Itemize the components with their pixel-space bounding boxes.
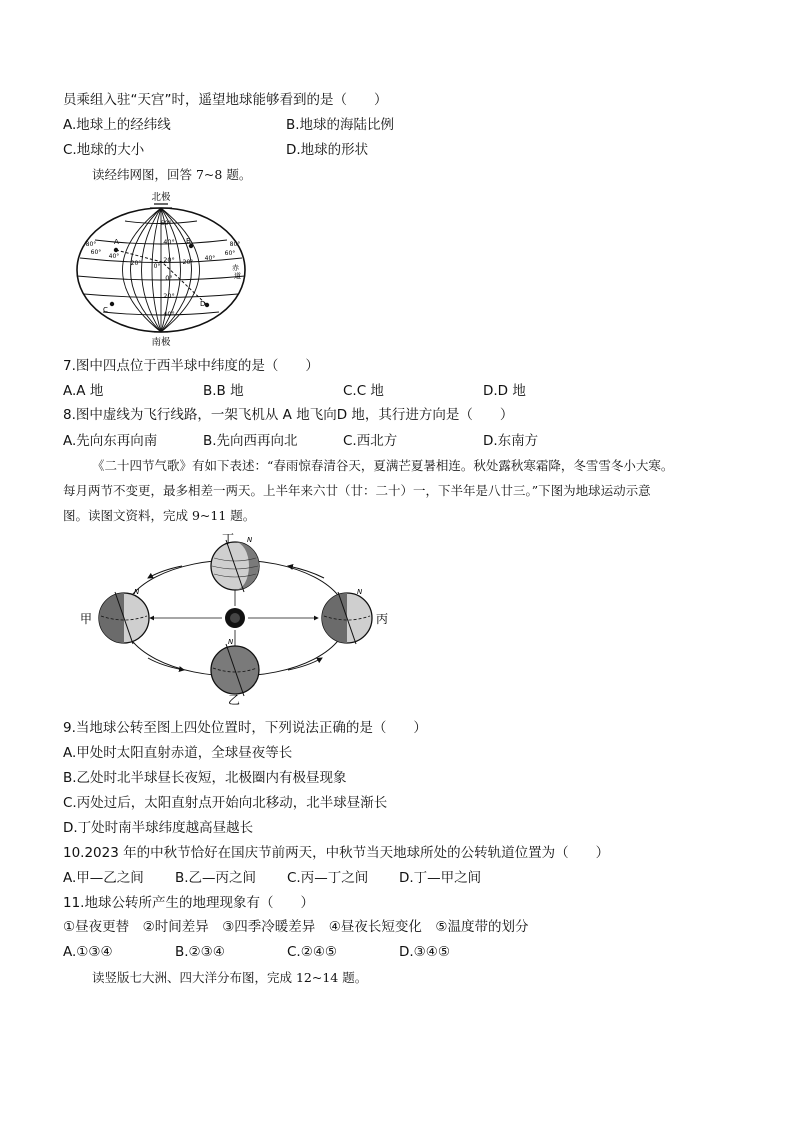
lat-label: 20° (163, 256, 175, 264)
q11-option-c: C.②④⑤ (287, 944, 338, 960)
q6-option-c: C.地球的大小 (63, 142, 145, 158)
label-yi: 乙 (228, 693, 241, 707)
q6-option-d: D.地球的形状 (286, 142, 369, 158)
earth-orbit-figure (62, 530, 412, 708)
q7-option-c: C.C 地 (343, 383, 384, 399)
lon-label: 0° (153, 263, 161, 270)
q10-option-c: C.丙—丁之间 (287, 870, 369, 886)
intro-12-14: 读竖版七大洲、四大洋分布图，完成 12~14 题。 (92, 970, 368, 985)
lat-label: 20° (163, 292, 175, 300)
point-a-label: A (114, 238, 119, 246)
south-pole-label: 南极 (151, 337, 171, 348)
q8-option-d: D.东南方 (483, 433, 539, 449)
north-pole-label: 北极 (151, 192, 171, 203)
passage-line-1: 《二十四节气歌》有如下表述：“春雨惊春清谷天，夏满芒夏暑相连。秋处露秋寒霜降，冬雪雪冬小大寒。 (92, 458, 674, 473)
intro-7-8: 读经纬网图，回答 7~8 题。 (92, 167, 252, 182)
q11-option-a: A.①③④ (63, 944, 113, 960)
label-bing: 丙 (376, 612, 389, 626)
n-label: N (228, 638, 234, 646)
q9-option-d: D.丁处时南半球纬度越高昼越长 (63, 820, 254, 836)
lon-label: 40° (204, 255, 216, 262)
q8-option-b: B.先向西再向北 (203, 433, 298, 449)
q8-option-a: A.先向东再向南 (63, 433, 158, 449)
earth-ding (211, 540, 259, 592)
q7-option-b: B.B 地 (203, 383, 244, 399)
q7-option-d: D.D 地 (483, 383, 526, 399)
q11-option-b: B.②③④ (175, 944, 225, 960)
q10-option-b: B.乙—丙之间 (175, 870, 257, 886)
lat-label: 40° (163, 238, 175, 246)
lon-label: 80° (229, 241, 241, 248)
q9-option-c: C.丙处过后，太阳直射点开始向北移动，北半球昼渐长 (63, 795, 388, 811)
point-d (205, 303, 209, 307)
q7-stem: 7.图中四点位于西半球中纬度的是（ ） (63, 358, 319, 374)
lat-label: 60° (160, 219, 172, 227)
passage-line-2: 每月两节不变更，最多相差一两天。上半年来六廿（廿：二十）一，下半年是八廿三。”下图为地球运动示意 (63, 483, 651, 498)
earth-jia (99, 592, 149, 644)
point-c-label: C (103, 306, 108, 314)
q7-option-a: A.A 地 (63, 383, 104, 399)
earth-yi (211, 644, 259, 696)
q6-option-b: B.地球的海陆比例 (286, 117, 395, 133)
lat-label: 0° (165, 274, 173, 282)
point-c (110, 302, 114, 306)
q9-stem: 9.当地球公转至图上四处位置时，下列说法正确的是（ ） (63, 720, 427, 736)
lon-label: 80° (85, 241, 97, 248)
q8-option-c: C.西北方 (343, 433, 398, 449)
q10-stem: 10.2023 年的中秋节恰好在国庆节前两天，中秋节当天地球所处的公转轨道位置为（ ） (63, 845, 610, 861)
point-d-label: D (200, 300, 206, 308)
lon-label: 20° (130, 260, 142, 267)
lon-label: 40° (108, 253, 120, 260)
passage-line-3: 图。读图文资料，完成 9~11 题。 (63, 508, 256, 523)
lon-label: 60° (224, 250, 236, 257)
label-ding: 丁 (222, 532, 235, 546)
q11-option-d: D.③④⑤ (399, 944, 450, 960)
q9-option-a: A.甲处时太阳直射赤道，全球昼夜等长 (63, 745, 293, 761)
globe-graticule-figure (70, 188, 260, 348)
label-jia: 甲 (80, 612, 93, 626)
q10-option-d: D.丁—甲之间 (399, 870, 482, 886)
point-b-label: B (186, 237, 191, 245)
q9-option-b: B.乙处时北半球昼长夜短，北极圈内有极昼现象 (63, 770, 347, 786)
q11-items: ①昼夜更替 ②时间差异 ③四季冷暖差异 ④昼夜长短变化 ⑤温度带的划分 (63, 919, 529, 935)
lon-label: 20° (182, 259, 194, 266)
point-a (114, 248, 118, 252)
q11-stem: 11.地球公转所产生的地理现象有（ ） (63, 895, 314, 911)
q6-stem: 员乘组入驻“天宫”时，遥望地球能够看到的是（ ） (63, 92, 388, 108)
lat-label: 40° (163, 310, 175, 318)
q6-option-a: A.地球上的经纬线 (63, 117, 171, 133)
n-label: N (134, 588, 140, 596)
q8-stem: 8.图中虚线为飞行线路，一架飞机从 A 地飞向D 地，其行进方向是（ ） (63, 407, 514, 423)
side-label: 道 (234, 272, 241, 280)
n-label: N (357, 588, 363, 596)
lon-label: 60° (90, 249, 102, 256)
q10-option-a: A.甲—乙之间 (63, 870, 144, 886)
earth-bing (322, 592, 372, 644)
side-label: 赤 (232, 264, 239, 272)
n-label: N (247, 536, 253, 544)
